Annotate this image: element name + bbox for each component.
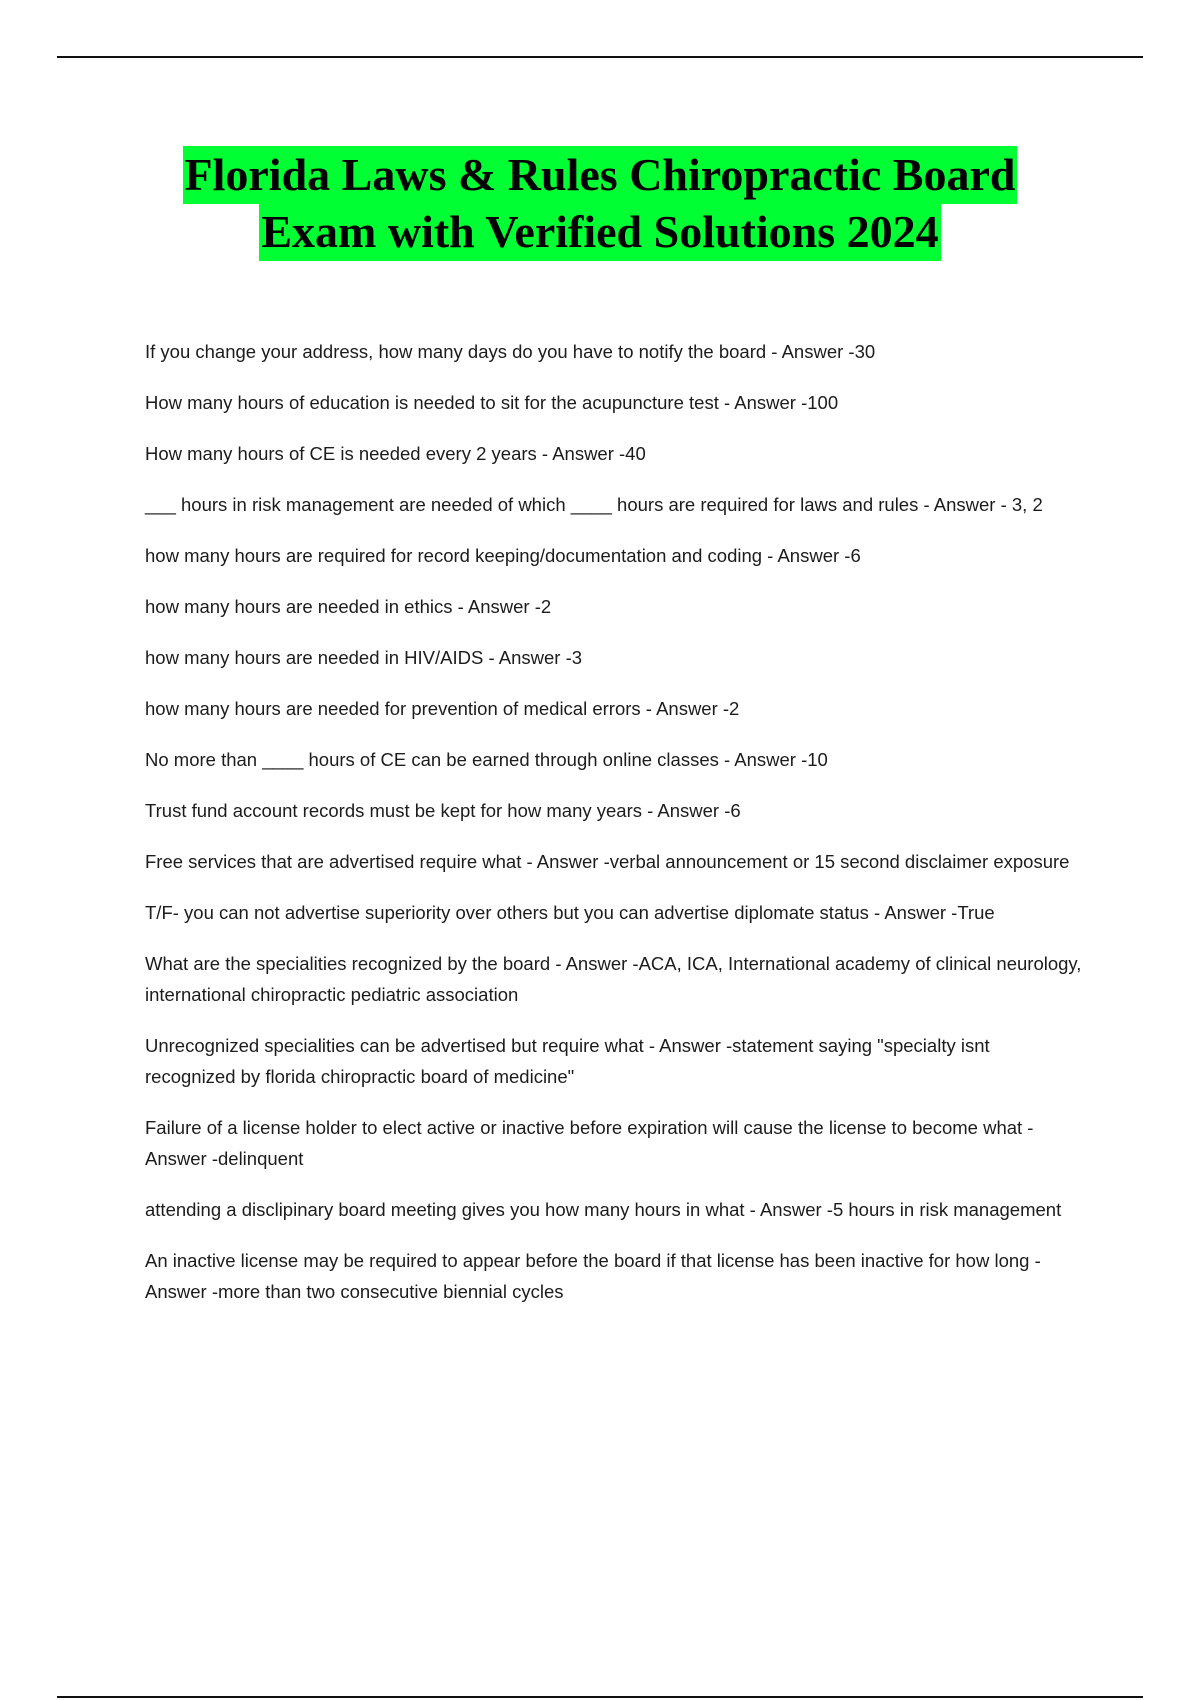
qa-item: Free services that are advertised require what - Answer -verbal announcement or 15 second disclaimer exposure (145, 851, 1070, 872)
qa-item: What are the specialities recognized by the board - Answer -ACA, ICA, International academy of clinical neurology, international chiropractic pediatric association (145, 953, 1082, 1005)
qa-item: Unrecognized specialities can be advertised but require what - Answer -statement saying "specialty isnt recognized by florida chiropractic board of medicine" (145, 1035, 990, 1087)
top-rule (57, 56, 1143, 58)
qa-item: Trust fund account records must be kept for how many years - Answer -6 (145, 800, 741, 821)
document-title (0, 146, 1200, 260)
qa-item: how many hours are needed in ethics - Answer -2 (145, 596, 552, 617)
qa-item: An inactive license may be required to appear before the board if that license has been inactive for how long - Answer -more than two consecutive biennial cycles (145, 1250, 1041, 1302)
title-line-1: Florida Laws & Rules Chiropractic Board (183, 146, 1018, 204)
question-answer-list (145, 336, 1085, 1327)
qa-item: How many hours of CE is needed every 2 years - Answer -40 (145, 443, 646, 464)
qa-item: how many hours are needed in HIV/AIDS - Answer -3 (145, 647, 583, 668)
qa-item: If you change your address, how many days do you have to notify the board - Answer -30 (145, 341, 876, 362)
qa-item: how many hours are required for record keeping/documentation and coding - Answer -6 (145, 545, 861, 566)
qa-item: attending a disclipinary board meeting gives you how many hours in what - Answer -5 hours in risk management (145, 1199, 1062, 1220)
qa-item: how many hours are needed for prevention of medical errors - Answer -2 (145, 698, 740, 719)
qa-item: No more than ____ hours of CE can be earned through online classes - Answer -10 (145, 749, 828, 770)
qa-item: Failure of a license holder to elect active or inactive before expiration will cause the license to become what - Answer -delinquent (145, 1117, 1034, 1169)
bottom-rule (57, 1696, 1143, 1698)
qa-item: How many hours of education is needed to sit for the acupuncture test - Answer -100 (145, 392, 839, 413)
qa-item: T/F- you can not advertise superiority over others but you can advertise diplomate status - Answer -True (145, 902, 995, 923)
qa-item: ___ hours in risk management are needed of which ____ hours are required for laws and rules - Answer - 3, 2 (145, 494, 1043, 515)
title-line-2: Exam with Verified Solutions 2024 (259, 203, 940, 261)
